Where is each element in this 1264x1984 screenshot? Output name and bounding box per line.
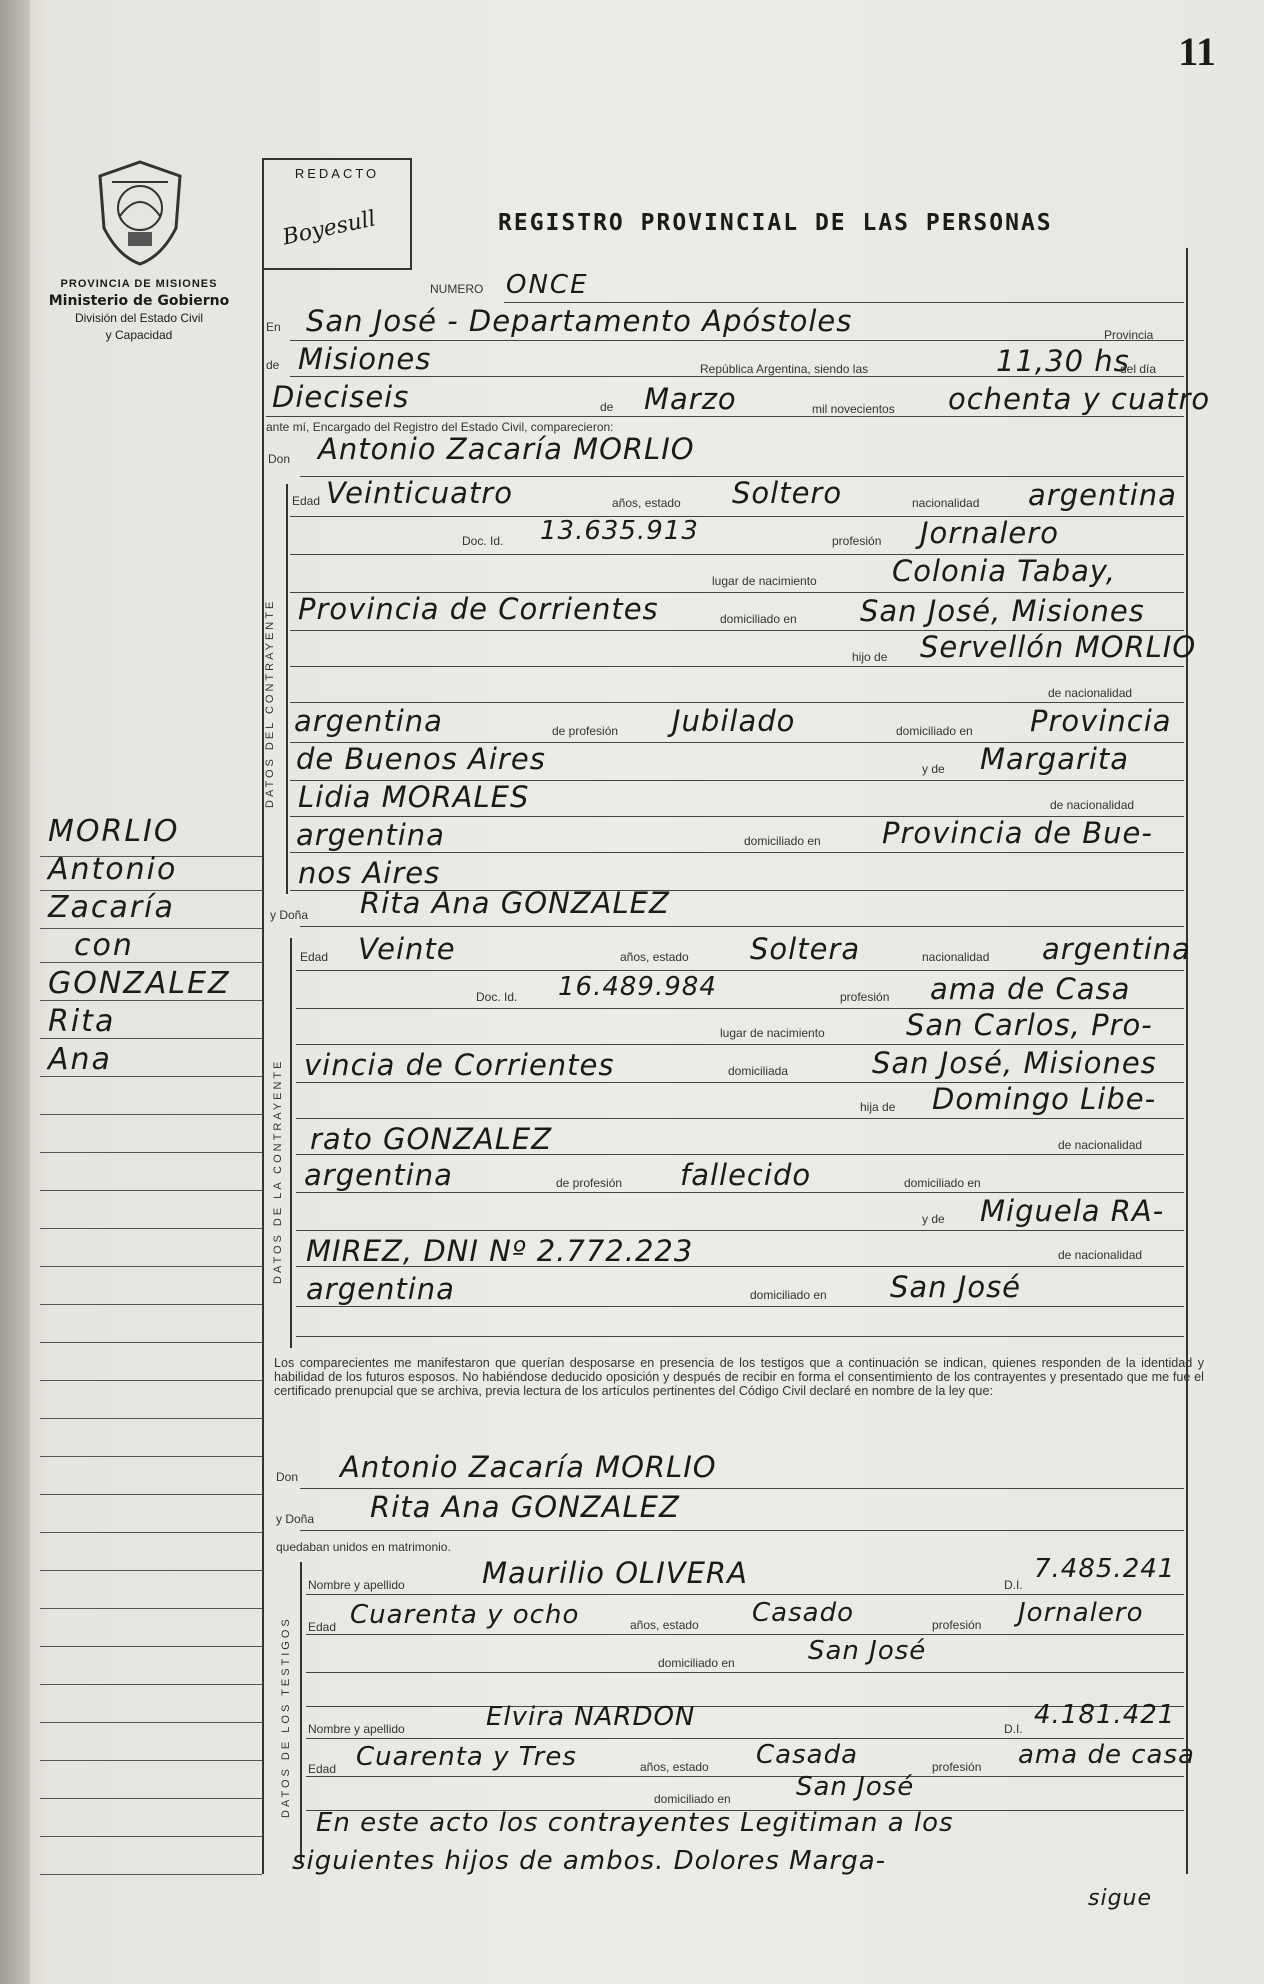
province-crest-icon	[92, 158, 188, 268]
mother-dom-label: domiciliado en	[744, 834, 821, 848]
bride-dom-label: domiciliada	[728, 1064, 789, 1078]
groom-mother-domicile-2: nos Aires	[298, 856, 441, 890]
w2-estado: Casada	[756, 1740, 859, 1770]
w2-di: 4.181.421	[1034, 1700, 1176, 1730]
union-don-label: Don	[276, 1470, 299, 1484]
w2-di-label: D.I.	[1004, 1722, 1023, 1736]
groom-age: Veinticuatro	[326, 476, 513, 510]
redacto-signature: Boyesull	[280, 206, 378, 251]
republica-label: República Argentina, siendo las	[700, 362, 869, 376]
anos-label: años, estado	[612, 496, 681, 510]
domiciliado-label: domiciliado en	[720, 612, 797, 626]
de-label-2: de	[600, 400, 614, 414]
groom-mother-domicile-1: Provincia de Bue-	[882, 816, 1153, 850]
w2-name-label: Nombre y apellido	[308, 1722, 405, 1736]
groom-father-nationality: argentina	[294, 704, 443, 738]
bride-y-de-label: y de	[922, 1212, 945, 1226]
bride-mother-dom-label: domiciliado en	[750, 1288, 827, 1302]
en-label: En	[266, 320, 281, 334]
bride-mother-nat-label: de nacionalidad	[1058, 1248, 1143, 1262]
w2-anos-label: años, estado	[640, 1760, 709, 1774]
note-continues: sigue	[1088, 1886, 1153, 1911]
hija-de-label: hija de	[860, 1100, 896, 1114]
office-ministry: Ministerio de Gobierno	[48, 293, 230, 309]
w2-prof-label: profesión	[932, 1760, 982, 1774]
father-prof-label: de profesión	[552, 724, 619, 738]
w2-domicile: San José	[796, 1772, 915, 1802]
margin-bride-surname: GONZALEZ	[48, 966, 231, 1001]
w1-estado: Casado	[752, 1598, 854, 1628]
groom-mother-2: Lidia MORALES	[298, 780, 530, 814]
act-month: Marzo	[644, 382, 737, 416]
note-line-2: siguientes hijos de ambos. Dolores Marga-	[292, 1846, 887, 1876]
bride-mother-nationality: argentina	[306, 1272, 455, 1306]
groom-marital-status: Soltero	[732, 476, 843, 510]
union-bride: Rita Ana GONZALEZ	[370, 1490, 680, 1524]
bride-doc-label: Doc. Id.	[476, 990, 518, 1004]
bride-age: Veinte	[358, 932, 456, 966]
witness-bracket	[300, 1562, 302, 1862]
union-groom: Antonio Zacaría MORLIO	[340, 1450, 717, 1484]
declaration-text: Los comparecientes me manifestaron que querían desposarse en presencia de los testigos que a continuación se indican, quienes responden de la identidad y habilidad de los futuros esposos. No habiéndose deducido oposición y después de recibir en forma el consentimiento de los contrayentes y presentado que me fue el certificado prenupcial que se archiva, previa lectura de los artículos pertinentes del Código Civil declaré en nombre de la ley que:	[274, 1356, 1204, 1399]
office-province: PROVINCIA DE MISIONES	[60, 278, 218, 290]
page-number: 11	[1178, 29, 1216, 74]
don-label: Don	[268, 452, 291, 466]
act-hour: 11,30 hs	[996, 344, 1130, 378]
bride-profession: ama de Casa	[930, 972, 1131, 1006]
mother-nat-label: de nacionalidad	[1050, 798, 1135, 812]
bride-nac-label: nacionalidad	[922, 950, 990, 964]
groom-father-domicile-2: de Buenos Aires	[296, 742, 546, 776]
margin-name-1: Antonio	[48, 852, 178, 887]
bride-birthplace-1: San Carlos, Pro-	[906, 1008, 1153, 1042]
margin-bride-name-1: Rita	[48, 1004, 116, 1039]
w1-domicile: San José	[808, 1636, 927, 1666]
nacionalidad-label: nacionalidad	[912, 496, 980, 510]
bride-father-2: rato GONZALEZ	[310, 1122, 553, 1156]
union-dona-label: y Doña	[276, 1512, 315, 1526]
edad-label: Edad	[292, 494, 321, 508]
w2-age: Cuarenta y Tres	[356, 1742, 577, 1772]
groom-birthplace-2: Provincia de Corrientes	[298, 592, 659, 626]
bride-bracket	[290, 938, 292, 1348]
w1-prof-label: profesión	[932, 1618, 982, 1632]
bride-marital-status: Soltera	[750, 932, 861, 966]
register-title: REGISTRO PROVINCIAL DE LAS PERSONAS	[498, 210, 1053, 236]
groom-birthplace-1: Colonia Tabay,	[892, 554, 1116, 588]
bride-anos-label: años, estado	[620, 950, 689, 964]
hijo-de-label: hijo de	[852, 650, 888, 664]
groom-nationality: argentina	[1028, 478, 1177, 512]
province: Misiones	[298, 342, 432, 376]
numero-label: NUMERO	[430, 282, 484, 296]
provincia-label: Provincia	[1104, 328, 1154, 342]
groom-bracket	[286, 484, 288, 894]
w1-anos-label: años, estado	[630, 1618, 699, 1632]
w1-dom-label: domiciliado en	[658, 1656, 735, 1670]
groom-section-label: DATOS DEL CONTRAYENTE	[264, 598, 276, 808]
w2-edad-label: Edad	[308, 1762, 337, 1776]
groom-domicile: San José, Misiones	[860, 594, 1145, 628]
bride-father-1: Domingo Libe-	[932, 1082, 1157, 1116]
bride-nationality: argentina	[1042, 932, 1191, 966]
place: San José - Departamento Apóstoles	[306, 304, 853, 338]
bride-section-label: DATOS DE LA CONTRAYENTE	[272, 1058, 284, 1284]
w1-profession: Jornalero	[1018, 1598, 1144, 1628]
birthplace-label: lugar de nacimiento	[712, 574, 817, 588]
groom-doc: 13.635.913	[540, 516, 699, 546]
book-binding	[0, 0, 30, 1984]
issuing-office	[30, 276, 248, 344]
office-division-2: y Capacidad	[105, 328, 173, 342]
witness-section-label: DATOS DE LOS TESTIGOS	[280, 1616, 292, 1818]
dona-label: y Doña	[270, 908, 309, 922]
groom-father: Servellón MORLIO	[920, 630, 1197, 664]
bride-prof-label: profesión	[840, 990, 890, 1004]
bride-doc: 16.489.984	[558, 972, 717, 1002]
groom-father-profession: Jubilado	[672, 704, 796, 738]
bride-mother-2: MIREZ, DNI Nº 2.772.223	[306, 1234, 694, 1268]
ante-label: ante mí, Encargado del Registro del Estado Civil, comparecieron:	[266, 420, 614, 434]
bride-father-profession: fallecido	[680, 1158, 812, 1192]
father-nat-label: de nacionalidad	[1048, 686, 1133, 700]
w1-name: Maurilio OLIVERA	[482, 1556, 748, 1590]
groom-profession: Jornalero	[920, 516, 1059, 550]
w1-age: Cuarenta y ocho	[350, 1600, 580, 1630]
united-label: quedaban unidos en matrimonio.	[276, 1540, 451, 1554]
bride-edad-label: Edad	[300, 950, 329, 964]
margin-name-2: Zacaría	[48, 890, 175, 925]
margin-con: con	[74, 928, 134, 963]
redacto-label: REDACTO	[294, 166, 380, 181]
note-line-1: En este acto los contrayentes Legitiman a los	[316, 1808, 954, 1838]
w1-di-label: D.I.	[1004, 1578, 1023, 1592]
profesion-label: profesión	[832, 534, 882, 548]
w1-edad-label: Edad	[308, 1620, 337, 1634]
del-dia-label: del día	[1120, 362, 1157, 376]
office-division: División del Estado Civil	[74, 311, 204, 325]
bride-father-prof-label: de profesión	[556, 1176, 623, 1190]
groom-father-domicile-1: Provincia	[1030, 704, 1172, 738]
act-number: ONCE	[506, 270, 589, 300]
w1-di: 7.485.241	[1034, 1554, 1176, 1584]
bride-mother-1: Miguela RA-	[980, 1194, 1165, 1228]
bride-mother-domicile: San José	[890, 1270, 1022, 1304]
groom-mother-nationality: argentina	[296, 818, 445, 852]
bride-birthplace-2: vincia de Corrientes	[304, 1048, 615, 1082]
groom-name: Antonio Zacaría MORLIO	[318, 432, 695, 466]
margin-surname: MORLIO	[48, 814, 180, 849]
bride-birth-label: lugar de nacimiento	[720, 1026, 825, 1040]
de-label: de	[266, 358, 280, 372]
groom-mother-1: Margarita	[980, 742, 1130, 776]
doc-label: Doc. Id.	[462, 534, 504, 548]
w1-name-label: Nombre y apellido	[308, 1578, 405, 1592]
w2-profession: ama de casa	[1018, 1740, 1195, 1770]
bride-domicile: San José, Misiones	[872, 1046, 1157, 1080]
mil-label: mil novecientos	[812, 402, 895, 416]
bride-father-dom-label: domiciliado en	[904, 1176, 981, 1190]
w2-name: Elvira NARDON	[486, 1702, 696, 1732]
act-day: Dieciseis	[272, 380, 410, 414]
bride-name: Rita Ana GONZALEZ	[360, 886, 670, 920]
w2-dom-label: domiciliado en	[654, 1792, 731, 1806]
margin-bride-name-2: Ana	[48, 1042, 112, 1077]
father-dom-label: domiciliado en	[896, 724, 973, 738]
act-year: ochenta y cuatro	[948, 382, 1211, 416]
y-de-label: y de	[922, 762, 945, 776]
bride-father-nat-label: de nacionalidad	[1058, 1138, 1143, 1152]
bride-father-nationality: argentina	[304, 1158, 453, 1192]
